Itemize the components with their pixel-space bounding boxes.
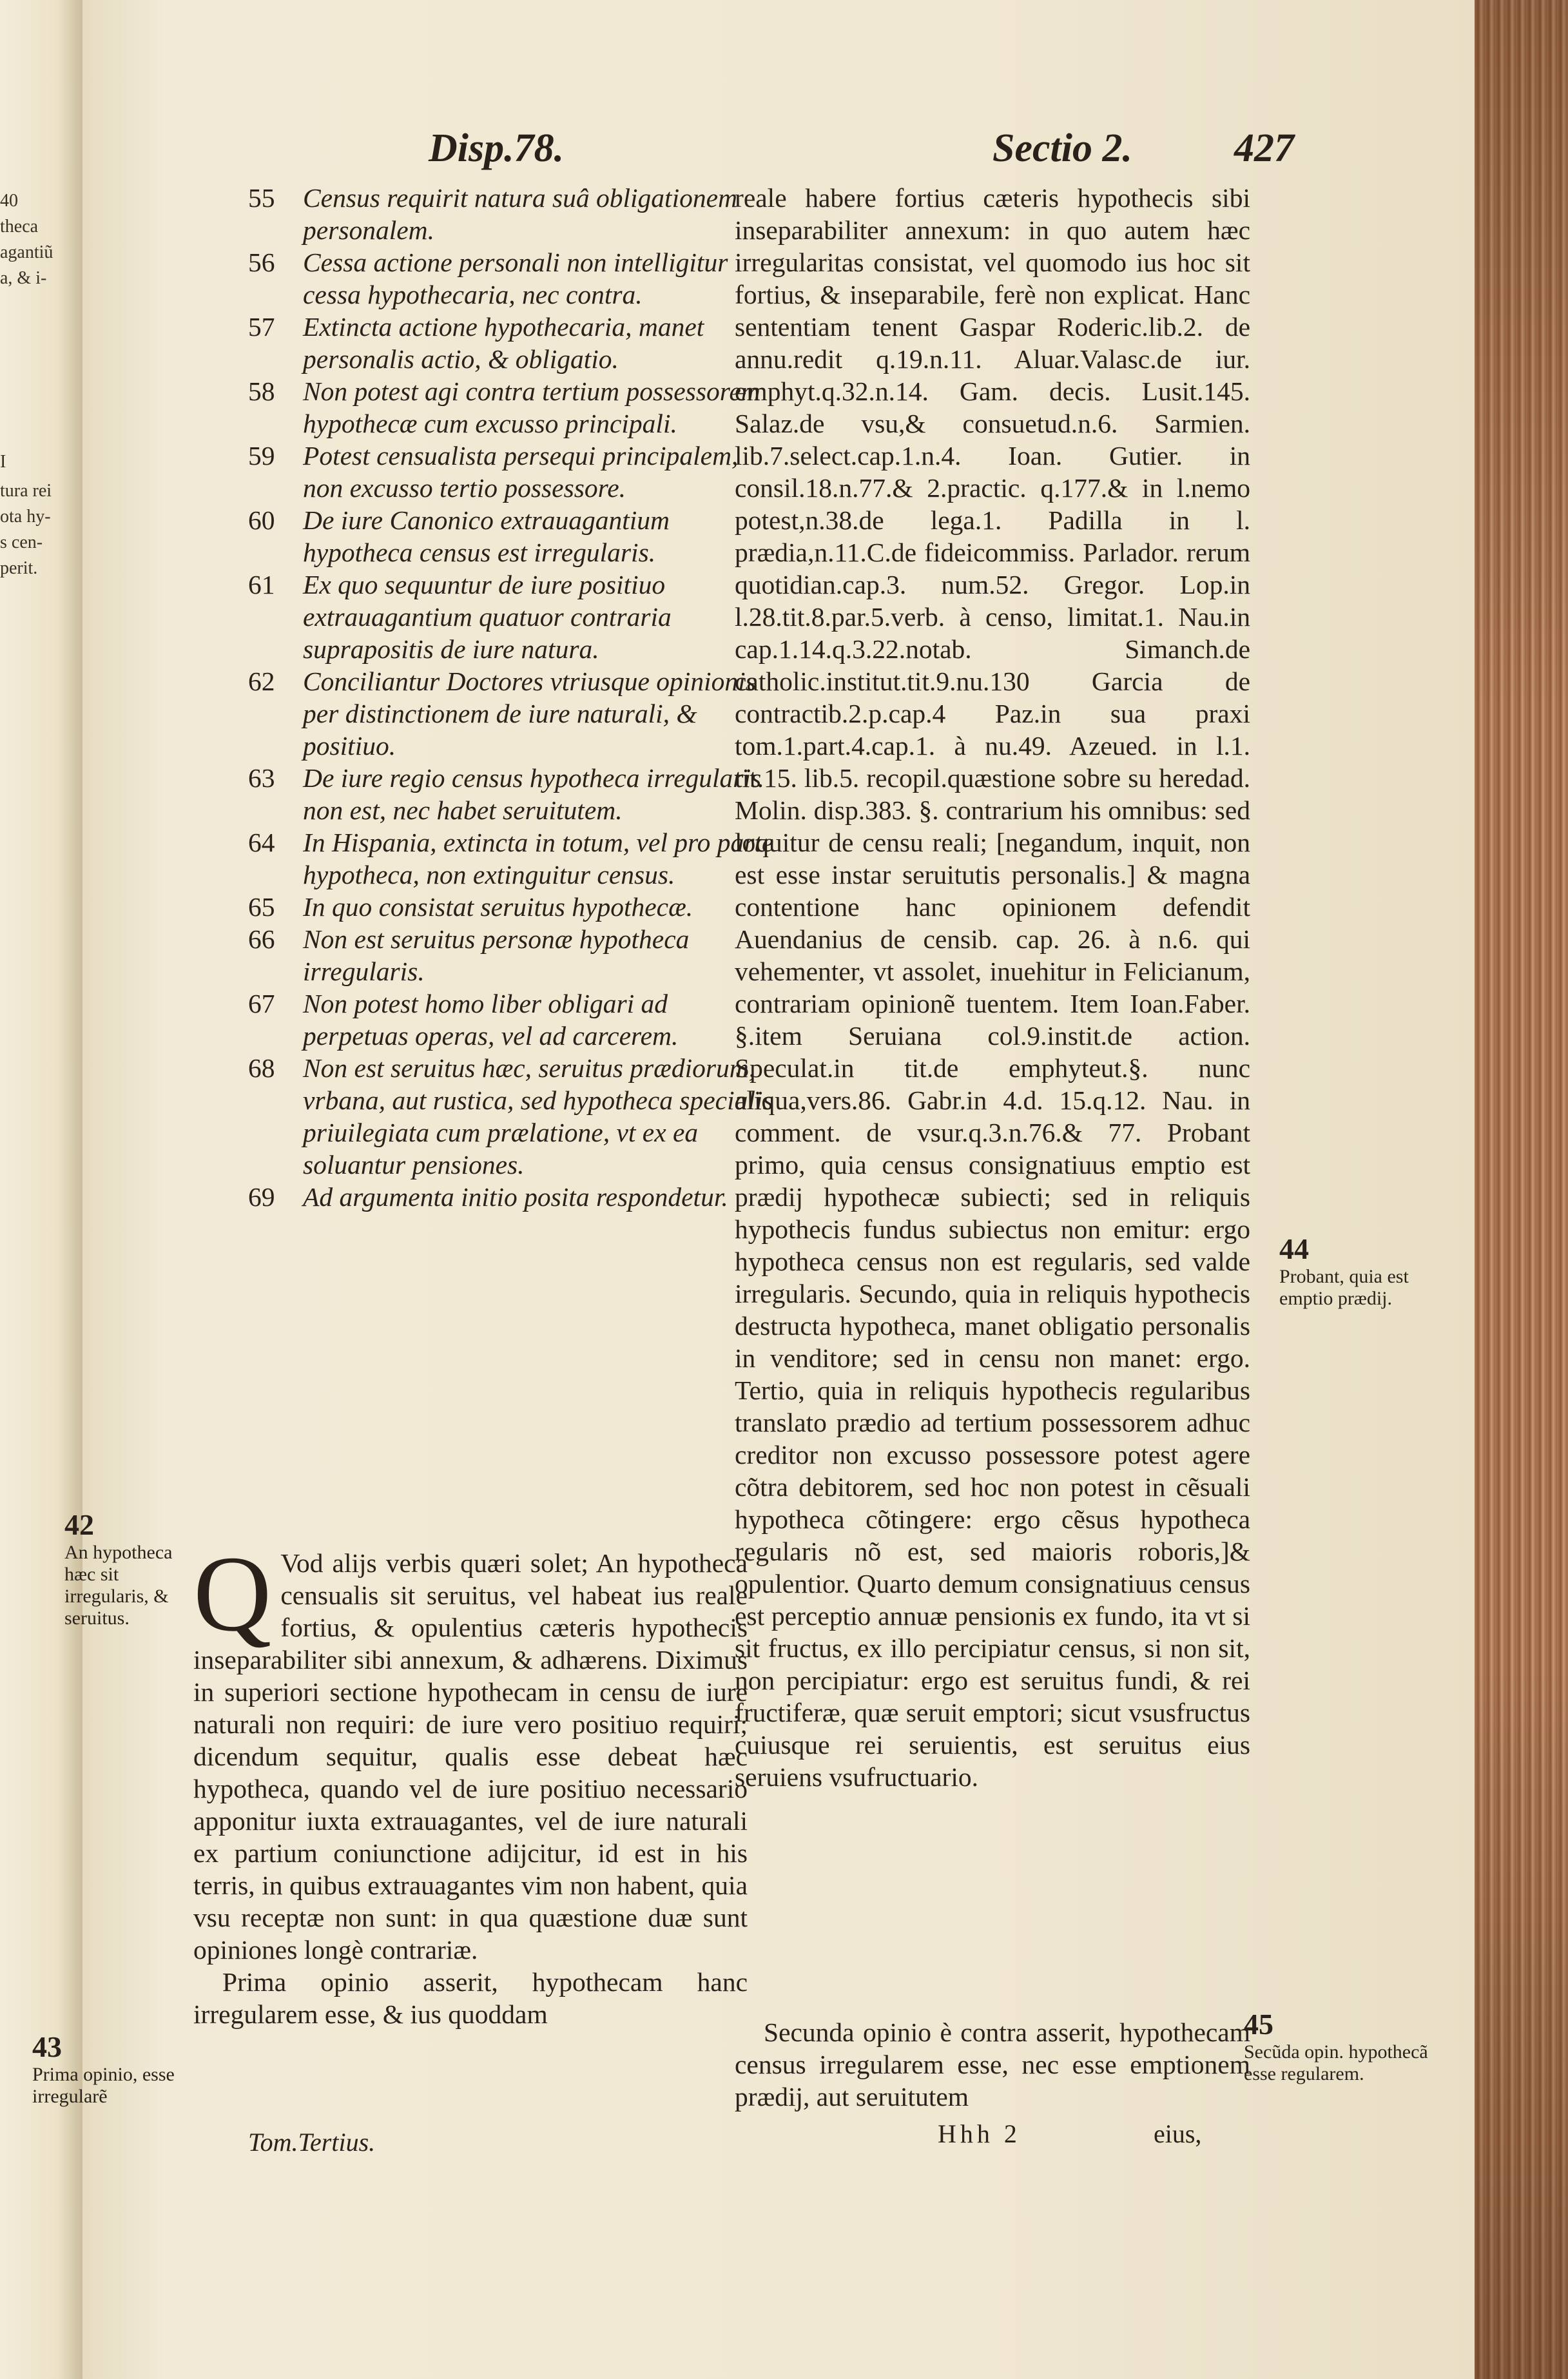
summary-text: In quo consistat seruitus hypothecæ. xyxy=(303,892,693,922)
summary-item xyxy=(248,311,777,375)
volume-label: Tom.Tertius. xyxy=(248,2128,376,2157)
summary-item xyxy=(248,182,777,246)
summary-number: 60 xyxy=(248,505,275,535)
summary-item xyxy=(248,504,777,568)
summary-number: 63 xyxy=(248,763,275,793)
summary-text: Census requirit natura suâ obligationem personalem. xyxy=(303,183,738,245)
summary-number: 57 xyxy=(248,312,275,342)
summary-number: 67 xyxy=(248,989,275,1018)
page-edge-shadow xyxy=(1475,0,1568,2379)
page-number: 427 xyxy=(1234,126,1294,170)
summary-item xyxy=(248,923,777,987)
summary-number: 62 xyxy=(248,666,275,696)
summary-text: Non potest homo liber obligari ad perpetuas operas, vel ad carcerem. xyxy=(303,989,679,1051)
previous-page-edge xyxy=(0,0,84,2379)
margin-note-number: 45 xyxy=(1244,2008,1273,2041)
right-column-text xyxy=(735,182,1250,1793)
summary-number: 68 xyxy=(248,1053,275,1083)
drop-cap: Q xyxy=(193,1534,272,1654)
margin-note-number: 42 xyxy=(64,1508,94,1541)
summary-text: Potest censualista persequi principalem, non excusso tertio possessore. xyxy=(303,441,739,503)
summary-text: Cessa actione personali non intelligitur cessa hypothecaria, nec contra. xyxy=(303,248,728,309)
prev-page-fragment: 40 xyxy=(0,191,18,211)
margin-note-44 xyxy=(1279,1232,1447,1310)
right-column-paragraph: reale habere fortius cæteris hypothecis sibi inseparabiliter annexum: in quo autem hæc irregularitas consistat, vel quomodo ius hoc sit fortius, & inseparabile, ferè non explicat. Hanc sententiam tenent Gaspar Roderic.lib.2. de annu.redit q.19.n.11. Aluar.Valasc.de iur. emphyt.q.32.n.14. Gam. decis. Lusit.145. Salaz.de vsu,& consuetud.n.6. Sarmien. lib.7.select.cap.1.n.4. Ioan. Gutier. in consil.18.n.77.& 2.practic. q.177.& in l.nemo potest,n.38.de lega.1. Padilla in l. prædia,n.11.C.de fideicommiss. Parlador. rerum quotidian.cap.3. num.52. Gregor. Lop.in l.28.tit.8.par.5.verb. à censo, limitat.1. Nau.in cap.1.14.q.3.22.notab. Simanch.de catholic.institut.tit.9.nu.130 Garcia de contractib.2.p.cap.4 Paz.in sua praxi tom.1.part.4.cap.1. à nu.49. Azeued. in l.1. tit.15. lib.5. recopil.quæstione sobre su heredad. Molin. disp.383. §. contrarium his omnibus: sed loquitur de censu reali; [negandum, inquit, non est esse instar seruitutis personalis.] & magna contentione hanc opinionem defendit Auendanius de censib. cap. 26. à n.6. qui vehementer, vt assolet, inuehitur in Felicianum, contrariam opinionẽ tuentem. Item Ioan.Faber. §.item Seruiana col.9.instit.de action. Speculat.in tit.de emphyteut.§. nunc aliqua,vers.86. Gabr.in 4.d. 15.q.12. Nau. in comment. de vsur.q.3.n.76.& 77. Probant primo, quia census consignatiuus emptio est prædij hypothecæ subiecti; sed in reliquis hypothecis fundus subiectus non emitur: ergo hypotheca census non est regularis, sed valde irregularis. Secundo, quia in reliquis hypothecis destructa hypotheca, manet obligatio personalis in venditore; sed in censu non manet: ergo. Tertio, quia in reliquis hypothecis regularibus translato prædio ad tertium possessorem adhuc creditor non excusso possessore potest agere cõtra debitorem, sed hoc non potest in cẽsuali hypotheca cõtingere: ergo cẽsus hypotheca regularis nõ est, sed maioris roboris,]& opulentior. Quarto demum consignatiuus census est perceptio annuæ pensionis ex fundo, ita vt si sit fructus, ex illo percipiatur census, si non sit, non percipiatur: ergo est seruitus fundi, & rei fructiferæ, quæ seruit emptori; sicut vsusfructus cuiusque rei seruientis, est seruitus eius seruiens vsufructuario. xyxy=(735,183,1250,1792)
summary-item xyxy=(248,246,777,311)
signature-mark: Hhh 2 xyxy=(938,2119,1021,2148)
summary-number: 69 xyxy=(248,1182,275,1212)
summary-number: 59 xyxy=(248,441,275,471)
summary-number: 66 xyxy=(248,924,275,954)
summary-item xyxy=(248,665,777,762)
summary-item xyxy=(248,375,777,440)
first-opinion-paragraph: Prima opinio asserit, hypothecam hanc irregularem esse, & ius quoddam xyxy=(193,1967,748,2029)
margin-note-text: Probant, quia est emptio prædij. xyxy=(1279,1266,1409,1309)
summary-text: Non est seruitus personæ hypotheca irregularis. xyxy=(303,924,690,986)
summary-text: De iure regio census hypotheca irregularis non est, nec habet seruitutem. xyxy=(303,763,762,825)
summary-number: 55 xyxy=(248,183,275,213)
prev-page-fragment: tura rei xyxy=(0,481,52,501)
margin-note-number: 43 xyxy=(32,2030,62,2063)
summary-item xyxy=(248,1052,777,1181)
summary-item xyxy=(248,440,777,504)
margin-note-45 xyxy=(1244,2008,1437,2085)
margin-note-number: 44 xyxy=(1279,1232,1309,1265)
summary-number: 65 xyxy=(248,892,275,922)
summary-number: 64 xyxy=(248,828,275,857)
running-header-disputation: Disp.78. xyxy=(429,126,565,170)
summary-item xyxy=(248,826,777,891)
prev-page-fragment: agantiũ xyxy=(0,242,53,262)
margin-note-43 xyxy=(32,2030,193,2108)
summary-item xyxy=(248,762,777,826)
prev-page-fragment: perit. xyxy=(0,558,38,578)
summary-list xyxy=(248,182,777,1213)
margin-note-text: Prima opinio, esse irregularẽ xyxy=(32,2064,175,2107)
summary-number: 61 xyxy=(248,570,275,599)
second-opinion-paragraph: Secunda opinio è contra asserit, hypothecam census irregularem esse, nec esse emptionem prædij, aut seruitutem xyxy=(735,2017,1250,2112)
summary-text: Ex quo sequuntur de iure positiuo extrauagantium quatuor contraria suprapositis de iure natura. xyxy=(303,570,672,664)
prev-page-fragment: ota hy- xyxy=(0,507,51,527)
summary-text: Non est seruitus hæc, seruitus prædiorum, vrbana, aut rustica, sed hypotheca specialis priuilegiata cum prælatione, vt ex ea soluantur pensiones. xyxy=(303,1053,773,1180)
prev-page-fragment: theca xyxy=(0,217,39,237)
prev-page-fragment: a, & i- xyxy=(0,268,47,288)
summary-item xyxy=(248,568,777,665)
prev-page-fragment: I xyxy=(0,452,6,472)
left-column-text xyxy=(193,1534,748,2030)
prev-page-fragment: s cen- xyxy=(0,532,43,552)
summary-item xyxy=(248,1181,777,1213)
summary-number: 58 xyxy=(248,376,275,406)
summary-text: De iure Canonico extrauagantium hypotheca census est irregularis. xyxy=(303,505,670,567)
summary-text: Extincta actione hypothecaria, manet personalis actio, & obligatio. xyxy=(303,312,704,374)
summary-text: Conciliantur Doctores vtriusque opinionis per distinctionem de iure naturali, & positiuo. xyxy=(303,666,756,761)
summary-number: 56 xyxy=(248,248,275,277)
margin-note-text: An hypotheca hæc sit irregularis, & seruitus. xyxy=(64,1542,173,1629)
summary-item xyxy=(248,891,777,923)
second-opinion-column xyxy=(735,2016,1250,2113)
catchword: eius, xyxy=(1154,2119,1202,2148)
margin-note-text: Secũda opin. hypothecã esse regularem. xyxy=(1244,2041,1428,2084)
summary-item xyxy=(248,987,777,1052)
opening-paragraph: Vod alijs verbis quæri solet; An hypotheca censualis sit seruitus, vel habeat ius reale fortius, & opulentius cæteris hypothecis inseparabiliter sibi annexum, & adhærens. Diximus in superiori sectione hypothecam in censu de iure naturali non requiri: de iure vero positiuo requiri; dicendum sequitur, qualis esse debeat hæc hypotheca, quando vel de iure positiuo necessario apponitur iuxta extrauagantes, vel de iure naturali ex partium coniunctione adijcitur, id est in his terris, in quibus extrauagantes vim non habent, quia vsu receptæ non sunt: in qua quæstione duæ sunt opiniones longè contrariæ. xyxy=(193,1548,748,1965)
summary-text: Non potest agi contra tertium possessorem hypothecæ cum excusso principali. xyxy=(303,376,760,438)
margin-note-42 xyxy=(64,1508,200,1629)
summary-text: Ad argumenta initio posita respondetur. xyxy=(303,1182,728,1212)
running-header-section: Sectio 2. xyxy=(992,126,1132,170)
summary-text: In Hispania, extincta in totum, vel pro parte hypotheca, non extinguitur census. xyxy=(303,828,774,889)
